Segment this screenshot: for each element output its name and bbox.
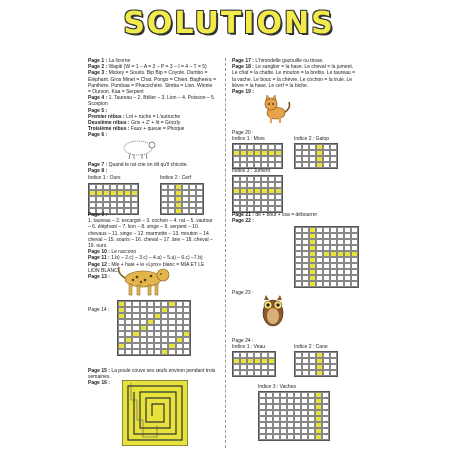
grid-cell [176,349,183,355]
right-column-2 [232,212,360,224]
answer-line [88,95,216,107]
grid-cell [154,349,161,355]
right-text-block-1 [232,58,360,95]
answer-page-label: Troisième rébus : [88,126,130,133]
answer-text: L'hirondelle gazouille ou trisse. [253,58,324,64]
maze-illustration [122,380,188,446]
answer-page-label: Page 9 : [88,212,108,218]
answer-line [88,168,216,174]
answer-page-label: Page 4 : [88,95,108,102]
answer-text: 1. Taureau – 2. Bélier – 3. Lion – 4. Poisson – 5. Scorpion [88,95,216,108]
grid-cell [316,281,323,287]
grid-cell [118,349,125,355]
page24-grid-veau [232,351,276,377]
answer-page-label: Page 13 : [88,274,110,281]
page20-indice2: Indice 2 : Galop [294,136,330,142]
grid-cell [168,349,175,355]
page20-grid-mors [232,143,283,169]
grid-cell [233,370,240,376]
answer-line [232,218,360,224]
grid-cell [247,370,254,376]
answer-text: La licorne [107,58,131,64]
grid-cell [261,370,268,376]
answer-page-label: Deuxième rébus : [88,120,130,127]
grid-cell [315,434,322,440]
answer-page-label: Page 8 : [88,168,108,175]
grid-cell [302,370,309,376]
page24-grid-vaches [258,391,330,441]
grid-cell [308,434,315,440]
answer-text: Le sanglier = la hase. Le cheval = la jument. Le chat = la chatte. Le mouton = la brebis. Le taureau = la vache. Le bouc = la chèvre. Le cochon = la truie. Le lièvre = la hase. Le cerf = la biche. [232,64,356,89]
page-title: SOLUTIONS [123,6,335,41]
page24-indice2: Indice 2 : Cane [294,344,328,350]
grid-cell [294,434,301,440]
left-text-block-2 [88,162,216,174]
page22-crossword [294,226,359,288]
page8-grid-cerf [160,183,204,215]
answer-page-label: Page 1 : [88,58,108,64]
answer-page-label: Page 19 : [232,89,254,96]
answer-text: dé + bout + ssa = débourrer [253,212,318,218]
grid-cell [309,162,316,168]
left-column [88,58,216,139]
owl-illustration [258,292,288,328]
grid-cell [295,162,302,168]
page24-label: Page 24 : [232,338,254,344]
answer-page-label: Page 5 : [88,107,108,114]
grid-cell [330,281,337,287]
grid-cell [240,370,247,376]
grid-cell [330,370,337,376]
grid-cell [316,370,323,376]
cat-illustration [262,94,292,124]
grid-cell [254,370,261,376]
page20-indice3: Indice 3 : Jument [232,168,271,174]
answer-page-label: Page 10 : [88,249,110,256]
page20-grid-galop [294,143,338,169]
page20-indice1: Indice 1 : Mors [232,136,265,142]
answer-text: Quand le rat crie on dit qu'il chicote. [107,162,188,168]
grid-cell [125,349,132,355]
answer-text: Gris + Z' + lit = Grizzly [129,120,181,127]
answer-line [88,70,216,95]
answer-page-label: Page 2 : [88,64,108,71]
answer-page-label: Page 17 : [232,58,254,64]
grid-cell [344,281,351,287]
answer-page-label: Page 6 : [88,132,108,139]
answer-line [88,218,216,249]
grid-cell [273,434,280,440]
grid-cell [275,162,282,168]
answer-text: 1.b) – 2.c) – 3.c) – 4.a) – 5.a) – 6.c) –7.b) [109,255,203,262]
grid-cell [302,281,309,287]
leopard-illustration [115,265,175,297]
page24-indice3: Indice 3 : Vaches [258,384,296,390]
answer-page-label: Premier rébus : [88,113,125,120]
page23-label: Page 23 : [232,290,254,296]
grid-cell [268,370,275,376]
answer-text: Mickey = Souris. Bip Bip = Coyote. Dumbo = Éléphant. Gros Minet = Chat. Pongo = Chien. Bagheera = Panthère. Pumbaa = Phacochère. Simba = Lion. Winnie = Ourson. Kaa = Serpent [88,70,216,96]
left-column-2 [88,162,216,174]
grid-cell [309,281,316,287]
page20-grid-jument [232,175,283,213]
grid-cell [323,281,330,287]
answer-page-label: Page 22 : [232,218,254,225]
answer-text: La poule couve ses œufs environ pendant trois semaines. [88,368,216,381]
page8-grid-ours [88,183,139,215]
grid-cell [351,281,358,287]
grid-cell [287,434,294,440]
grid-cell [323,162,330,168]
page24-indice1: Indice 1 : Veau [232,344,266,350]
answer-text: Le raccoon [109,249,137,256]
page14-label: Page 14 : [88,307,110,313]
grid-cell [301,434,308,440]
page14-crossword [117,300,191,356]
answer-page-label: Page 11 : [88,255,110,262]
grid-cell [140,349,147,355]
answer-page-label: Page 21 : [232,212,254,218]
answer-text: Wapiti (W = 1 – A = 2 – P = 3 – I = 4 – T = 5) [107,64,207,71]
right-text-block-2 [232,212,360,224]
grid-cell [266,434,273,440]
answer-line [232,64,360,89]
grid-cell [302,162,309,168]
grid-cell [330,162,337,168]
answer-page-label: Page 18 : [232,64,254,71]
grid-cell [259,434,266,440]
answer-page-label: Page 3 : [88,70,108,77]
left-text-block-1 [88,58,216,139]
answer-text: Lot + ruche = L'autruche [124,113,181,120]
answer-text: Faux + queue = Phoque [129,126,185,133]
answer-line [88,368,216,380]
grid-cell [323,370,330,376]
right-column [232,58,360,95]
grid-cell [322,434,329,440]
grid-cell [183,349,190,355]
page8-indice2-label: Indice 2 : Cerf [160,175,192,181]
grid-cell [295,370,302,376]
answer-page-label: Page 7 : [88,162,108,168]
page20-label: Page 20 : [232,130,254,136]
grid-cell [337,281,344,287]
answer-page-label: Page 16 : [88,380,110,387]
sheep-illustration [118,138,158,160]
grid-cell [132,349,139,355]
title-wrap [0,6,458,41]
grid-cell [309,370,316,376]
column-divider [225,58,226,448]
answer-text: 1. taureau – 2. escargot – 3. cochon – 4. rat – 5. vautour – 6. éléphant – 7. lion – 8. singe – 9. serpent – 10. chevaux – 11. singe – 12. marmotte – 13. mouton – 14. cheval – 15. souris – 16. cheval – 17. âne – 18. cheval – 19. ours. [88,218,213,250]
page8-indice1-label: Indice 1 : Ours [88,175,121,181]
page24-grid-cane [294,351,338,377]
answer-text: Mie + haie + le «Lynx» blanc = MIA ET LE LION BLANC [88,261,205,274]
grid-cell [280,434,287,440]
answer-page-label: Page 12 : [88,261,110,268]
grid-cell [295,281,302,287]
answer-page-label: Page 15 : [88,368,110,374]
answer-line [232,89,360,95]
grid-cell [147,349,154,355]
grid-cell [161,349,168,355]
grid-cell [316,162,323,168]
